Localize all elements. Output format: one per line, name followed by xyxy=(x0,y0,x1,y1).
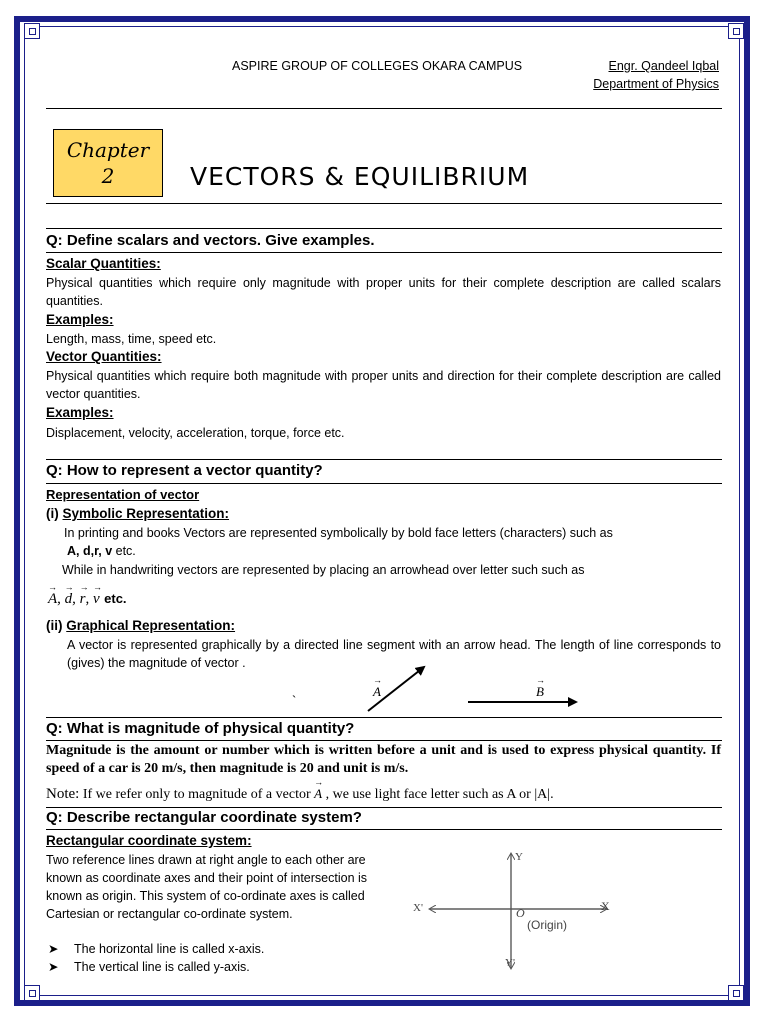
vector-heading: Vector Quantities: xyxy=(46,349,162,364)
graphical-text: A vector is represented graphically by a directed line segment with an arrow head. The length of line corresponds to (gives) the magnitude of vector . xyxy=(67,638,721,670)
vector-letter: → A xyxy=(48,591,57,608)
divider xyxy=(46,228,722,229)
scalar-examples: Length, mass, time, speed etc. xyxy=(46,332,217,346)
magnitude-definition: Magnitude is the amount or number which is written before a unit and is used to express physical quantity. If speed of a car is 20 m/s, then magnitude is 20 and unit is m/s. xyxy=(46,743,721,776)
divider xyxy=(46,807,722,808)
graphical-heading: Graphical Representation: xyxy=(66,618,236,633)
vector-letter: → v xyxy=(93,591,100,608)
coordinate-definition: Two reference lines drawn at right angle to each other are known as coordinate axes and their point of intersection is known as origin. This system of co-ordinate axes is called Cartesian or rectangular co-ordinate system. xyxy=(46,853,368,921)
divider xyxy=(46,483,722,484)
border-corner xyxy=(24,23,40,39)
vector-diagram xyxy=(360,664,620,716)
author-name: Engr. Qandeel Iqbal xyxy=(608,59,719,73)
question-3: Q: What is magnitude of physical quantity? xyxy=(46,720,355,737)
department-name: Department of Physics xyxy=(593,77,719,91)
note-label: Note: xyxy=(46,786,80,802)
institution-name: ASPIRE GROUP OF COLLEGES OKARA CAMPUS xyxy=(232,59,523,73)
magnitude-note: Note: If we refer only to magnitude of a vector → A , we use light face letter such as A or |A|. xyxy=(46,786,554,803)
handwritten-vectors: → A, → d, → r, → v etc. xyxy=(48,590,127,608)
divider xyxy=(46,203,722,204)
vector-definition: Physical quantities which require both magnitude with proper units and direction for their complete description are called vector quantities. xyxy=(46,369,721,401)
border-corner xyxy=(728,23,744,39)
arrow-bullet-icon: ➤ xyxy=(48,942,59,956)
y-neg-label: Y' xyxy=(505,957,515,969)
scalar-heading: Scalar Quantities: xyxy=(46,256,161,271)
symbolic-text: In printing and books Vectors are represented symbolically by bold face letters (characters) such as xyxy=(64,526,613,540)
chapter-badge xyxy=(53,129,163,197)
coordinate-heading: Rectangular coordinate system: xyxy=(46,833,252,848)
coordinate-diagram xyxy=(400,848,630,973)
divider xyxy=(46,829,722,830)
symbolic-heading: Symbolic Representation: xyxy=(62,506,230,521)
origin-letter: O xyxy=(516,906,525,920)
bullet-item: ➤ The horizontal line is called x-axis. xyxy=(48,942,265,956)
bold-letters: A, d,r, v xyxy=(67,544,113,558)
vector-b-label: → B xyxy=(536,684,544,700)
chapter-number: 2 xyxy=(101,164,115,188)
question-1: Q: Define scalars and vectors. Give examples. xyxy=(46,232,375,249)
handwriting-text: While in handwriting vectors are represented by placing an arrowhead over letter such such as xyxy=(62,563,585,577)
divider xyxy=(46,459,722,460)
vector-letter: → r xyxy=(80,591,86,608)
symbolic-representation xyxy=(46,506,229,521)
border-corner xyxy=(24,985,40,1001)
vector-letter: → d xyxy=(65,591,73,608)
question-4: Q: Describe rectangular coordinate system? xyxy=(46,809,362,826)
bold-letters-suffix: etc. xyxy=(112,544,136,558)
examples-label: Examples: xyxy=(46,312,114,327)
origin-label: (Origin) xyxy=(527,918,568,932)
divider xyxy=(46,740,722,741)
tick-mark: ` xyxy=(292,693,297,708)
arrow-bullet-icon: ➤ xyxy=(48,960,59,974)
etc-label: etc. xyxy=(104,591,127,606)
scalar-definition: Physical quantities which require only magnitude with proper units for their complete description are called scalars quantities. xyxy=(46,276,721,308)
bold-letters-line xyxy=(67,542,136,560)
chapter-title: VECTORS & EQUILIBRIUM xyxy=(190,162,530,191)
x-neg-label: X' xyxy=(413,902,423,914)
question-2: Q: How to represent a vector quantity? xyxy=(46,462,323,479)
graphical-prefix: (ii) xyxy=(46,618,67,633)
border-corner xyxy=(728,985,744,1001)
divider xyxy=(46,252,722,253)
symbolic-prefix: (i) xyxy=(46,506,63,521)
x-label: X xyxy=(601,899,610,913)
vector-a-label: → A xyxy=(373,684,381,700)
examples-label: Examples: xyxy=(46,405,114,420)
graphical-representation xyxy=(46,618,235,633)
vector-examples: Displacement, velocity, acceleration, torque, force etc. xyxy=(46,426,345,440)
representation-heading: Representation of vector xyxy=(46,487,200,502)
divider xyxy=(46,108,722,109)
bullet-item: ➤ The vertical line is called y-axis. xyxy=(48,960,250,974)
divider xyxy=(46,717,722,718)
y-label: Y xyxy=(515,851,523,863)
chapter-word: Chapter xyxy=(66,138,150,162)
note-vector: → A xyxy=(314,786,322,802)
